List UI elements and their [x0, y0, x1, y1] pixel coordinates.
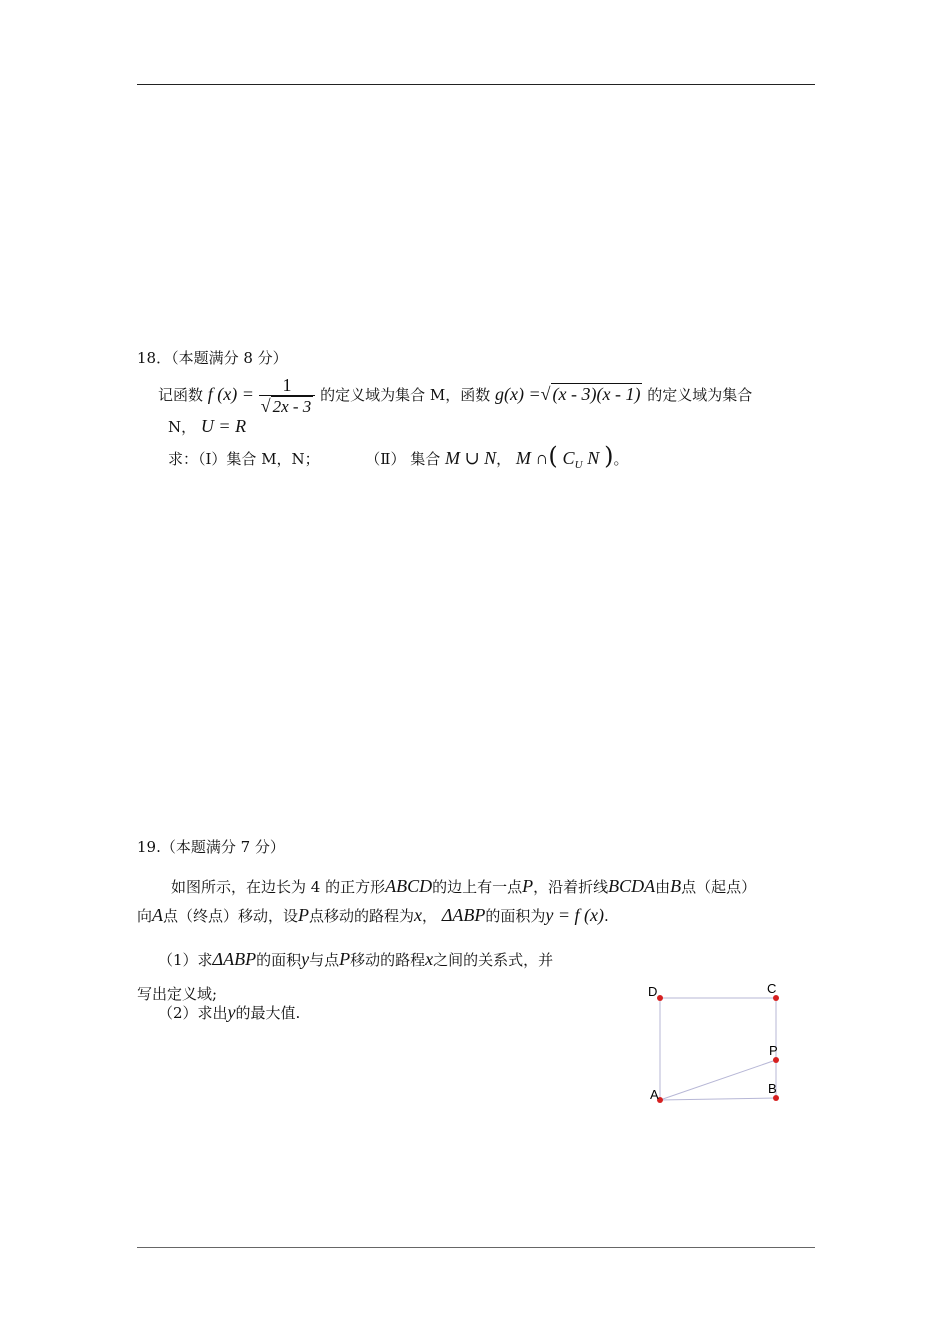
q19-heading: 19.（本题满分 7 分） — [137, 838, 285, 856]
q19-p1-b: 的面积 — [256, 951, 302, 969]
f-denominator — [259, 395, 316, 417]
point-p: P — [339, 949, 351, 969]
comma: ， — [496, 450, 512, 468]
q18-part2: （Ⅱ） 集合 — [365, 450, 441, 468]
var-y: y — [227, 1002, 236, 1022]
point-a: A — [152, 905, 164, 925]
bottom-rule — [137, 1247, 815, 1248]
q19-p1-e: 之间的关系式，并 — [433, 951, 554, 969]
square-figure — [640, 980, 800, 1110]
q18-intro: 记函数 — [158, 386, 204, 404]
q19-l1-a: 如图所示，在边长为 4 的正方形 — [171, 878, 386, 896]
triangle-abp: ΔABP — [441, 905, 486, 925]
q18-heading: 18．（本题满分 8 分） — [137, 349, 288, 367]
q19-line1 — [171, 876, 756, 897]
q19-p1-d: 移动的路程 — [350, 951, 426, 969]
label-p: P — [769, 1043, 778, 1058]
point-p: P — [522, 876, 534, 896]
f-fraction — [259, 375, 316, 417]
q19-l1-e: 点（起点） — [681, 878, 757, 896]
q19-l2-d: ， — [422, 907, 438, 925]
q19-part1-cont: 写出定义域; — [137, 985, 218, 1003]
point-d — [657, 995, 663, 1001]
q19-p2-a: （2）求出 — [158, 1004, 228, 1022]
q18-line3 — [168, 442, 628, 471]
triangle-abp: ΔABP — [212, 949, 257, 969]
q18-text-domain-n: 的定义域为集合 — [647, 386, 753, 404]
q19-l2-f: . — [604, 907, 609, 925]
q19-p1-a: （1）求 — [158, 951, 213, 969]
q19-line2 — [137, 905, 609, 926]
q19-p1-c: 与点 — [309, 951, 340, 969]
complement-c: C — [562, 448, 575, 468]
q19-l1-b: 的边上有一点 — [432, 878, 523, 896]
q18-end: 。 — [613, 450, 629, 468]
point-b: B — [670, 876, 682, 896]
label-c: C — [767, 981, 777, 996]
y-eq-fx: y = f (x) — [545, 905, 605, 925]
q19-l1-c: ，沿着折线 — [533, 878, 609, 896]
f-lhs: f (x) = — [207, 384, 254, 404]
q19-l2-a: 向 — [137, 907, 153, 925]
q19-l1-d: 由 — [655, 878, 671, 896]
sqrt-icon: √ — [260, 396, 271, 416]
segment-ap — [660, 1060, 776, 1100]
complement-sub: U — [574, 459, 583, 471]
intersect-m: M ∩ — [515, 448, 549, 468]
f-radicand: 2x - 3 — [272, 397, 312, 416]
label-b: B — [768, 1081, 777, 1096]
var-x: x — [425, 949, 434, 969]
union-expr: M ∪ N — [445, 448, 497, 468]
q18-line2 — [168, 416, 246, 437]
g-lhs: g(x) = — [495, 384, 541, 404]
var-y: y — [301, 949, 310, 969]
abcd: ABCD — [385, 876, 433, 896]
point-p: P — [298, 905, 310, 925]
q18-line1 — [158, 372, 752, 417]
q18-text-domain-m: 的定义域为集合 M，函数 — [320, 386, 491, 404]
var-x: x — [414, 905, 423, 925]
label-a: A — [650, 1087, 659, 1102]
q18-n-label: N， — [168, 418, 197, 436]
sqrt-icon: √ — [540, 384, 551, 404]
u-eq-r: U = R — [200, 416, 247, 436]
top-rule — [137, 84, 815, 85]
q19-part2 — [158, 1002, 300, 1023]
label-d: D — [648, 984, 658, 999]
q19-p2-b: 的最大值. — [235, 1004, 301, 1022]
q19-l2-b: 点（终点）移动，设 — [163, 907, 299, 925]
open-paren: ( — [548, 442, 558, 470]
f-numerator: 1 — [282, 375, 292, 395]
side-ba — [660, 1098, 776, 1100]
q19-l2-c: 点移动的路程为 — [309, 907, 415, 925]
bcda: BCDA — [608, 876, 656, 896]
g-radicand: (x - 3)(x - 1) — [552, 384, 641, 404]
close-paren: ) — [604, 442, 614, 470]
q18-ask: 求：（Ⅰ）集合 M，N； — [168, 450, 320, 468]
q19-l2-e: 的面积为 — [485, 907, 546, 925]
complement-n: N — [587, 448, 600, 468]
q19-part1 — [158, 949, 553, 970]
